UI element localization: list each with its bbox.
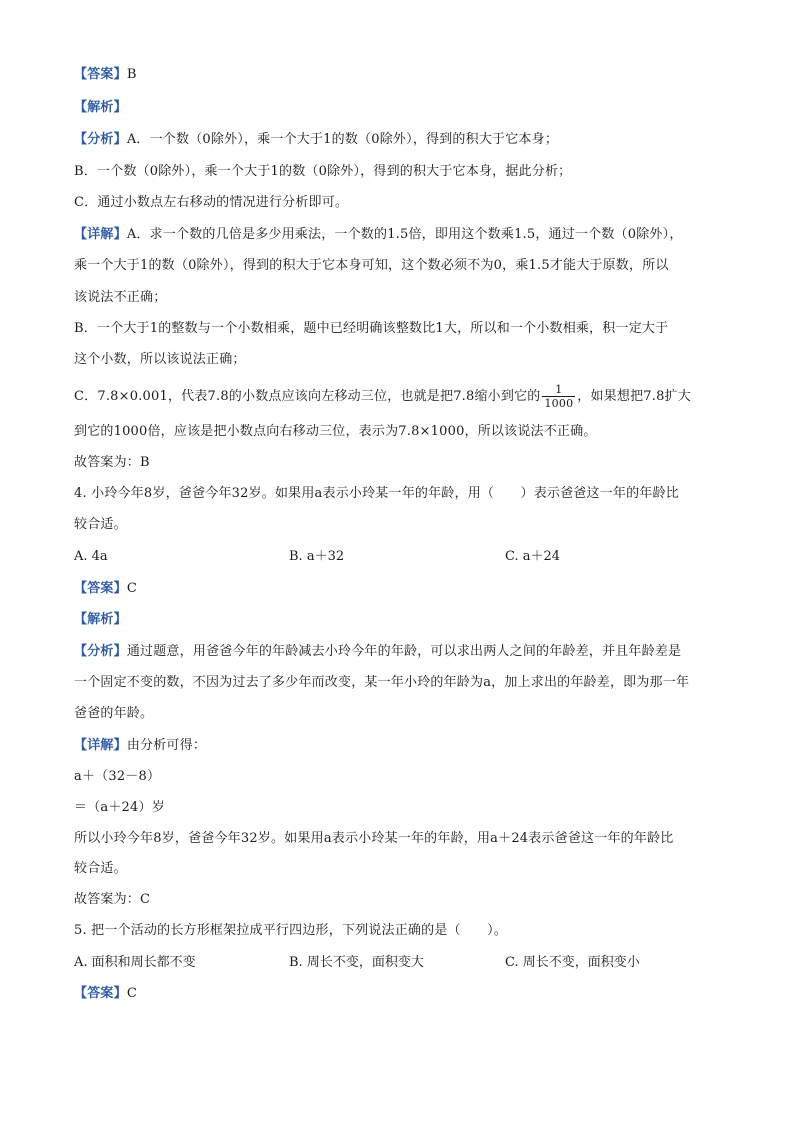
- answer-value: C: [126, 986, 137, 1001]
- q3-xiangjie-c2: 到它的1000倍，应该是把小数点向右移动三位，表示为7.8×1000，所以该说法不正确。: [74, 424, 597, 439]
- q3-conclusion: 故答案为：B: [74, 455, 150, 470]
- q4-xiangjie-line1: [74, 737, 206, 755]
- fenxi-tag: 【分析】: [74, 132, 127, 147]
- q4-answer-line: [74, 580, 137, 598]
- q3-xiangjie-b2: 这个小数，所以该说法正确；: [74, 352, 246, 367]
- q3-xiangjie-a1: [74, 226, 683, 244]
- q5-option-a: A. 面积和周长都不变: [74, 955, 196, 970]
- q5-option-c: C. 周长不变，面积变小: [505, 955, 640, 970]
- q3-fenxi-line3: C．通过小数点左右移动的情况进行分析即可。: [74, 195, 349, 210]
- q4-fenxi-line2: 一个固定不变的数，不因为过去了多少年而改变，某一年小玲的年龄为a，加上求出的年龄差，即为那一年: [74, 675, 690, 690]
- q3-analysis-line: [74, 99, 127, 117]
- q4-calc-line1: a＋（32－8）: [74, 769, 161, 784]
- fenxi-tag: 【分析】: [74, 644, 127, 659]
- q4-summary-line2: 较合适。: [74, 861, 127, 876]
- analysis-tag: 【解析】: [74, 100, 127, 115]
- q3-xiangjie-a2: 乘一个大于1的数（0除外），得到的积大于它本身可知，这个数必须不为0，乘1.5才能大于原数，所以: [74, 258, 669, 273]
- q4-calc-line2: ＝（a＋24）岁: [74, 800, 165, 815]
- q5-answer-line: [74, 985, 137, 1003]
- q3-xiangjie-c1: [74, 383, 691, 410]
- fraction-numerator: 1: [555, 383, 563, 396]
- xiangjie-text: A．求一个数的几倍是多少用乘法，一个数的1.5倍，即用这个数乘1.5，通过一个数（0除外），: [126, 227, 683, 242]
- fenxi-text: A．一个数（0除外），乘一个大于1的数（0除外），得到的积大于它本身；: [126, 132, 559, 147]
- fenxi-text: 通过题意，用爸爸今年的年龄减去小玲今年的年龄，可以求出两人之间的年龄差，并且年龄差是: [126, 644, 682, 659]
- q3-xiangjie-b1: B．一个大于1的整数与一个小数相乘，题中已经明确该整数比1大，所以和一个小数相乘，积一定大于: [74, 321, 669, 336]
- q3-answer-line: [74, 66, 137, 84]
- xiangjie-c1-pre: C．7.8×0.001，代表7.8的小数点应该向左移动三位，也就是把7.8缩小到它的: [74, 389, 541, 404]
- analysis-tag: 【解析】: [74, 612, 127, 627]
- q4-summary-line1: 所以小玲今年8岁，爸爸今年32岁。如果用a表示小玲某一年的年龄，用a＋24表示爸爸这一年的年龄比: [74, 831, 674, 846]
- answer-value: C: [126, 581, 137, 596]
- answer-value: B: [126, 67, 137, 82]
- answer-tag: 【答案】: [74, 67, 127, 82]
- q4-stem-line2: 较合适。: [74, 517, 127, 532]
- q3-xiangjie-a3: 该说法不正确；: [74, 290, 167, 305]
- q4-fenxi-line3: 爸爸的年龄。: [74, 706, 154, 721]
- q4-analysis-line: [74, 611, 127, 629]
- q4-conclusion: 故答案为：C: [74, 892, 151, 907]
- q4-fenxi-line1: [74, 643, 681, 661]
- xiangjie-tag: 【详解】: [74, 227, 127, 242]
- fraction-denominator: 1000: [544, 397, 574, 410]
- answer-tag: 【答案】: [74, 581, 127, 596]
- q3-fenxi-line2: B．一个数（0除外），乘一个大于1的数（0除外），得到的积大于它本身，据此分析；: [74, 164, 572, 179]
- q4-option-b: B. a＋32: [289, 549, 345, 564]
- q3-fenxi-line1: [74, 131, 558, 149]
- q5-option-b: B. 周长不变，面积变大: [289, 955, 424, 970]
- xiangjie-c1-post: ，如果想把7.8扩大: [577, 389, 691, 404]
- xiangjie-text: 由分析可得：: [126, 738, 207, 753]
- answer-tag: 【答案】: [74, 986, 127, 1001]
- q4-stem-line1: 4. 小玲今年8岁，爸爸今年32岁。如果用a表示小玲某一年的年龄，用（ ）表示爸爸这一年的年龄比: [74, 486, 679, 501]
- q4-option-c: C. a＋24: [505, 549, 561, 564]
- q5-stem: 5. 把一个活动的长方形框架拉成平行四边形，下列说法正确的是（ ）。: [74, 923, 508, 938]
- q4-option-a: A. 4a: [74, 549, 108, 564]
- xiangjie-tag: 【详解】: [74, 738, 127, 753]
- fraction: [542, 383, 575, 410]
